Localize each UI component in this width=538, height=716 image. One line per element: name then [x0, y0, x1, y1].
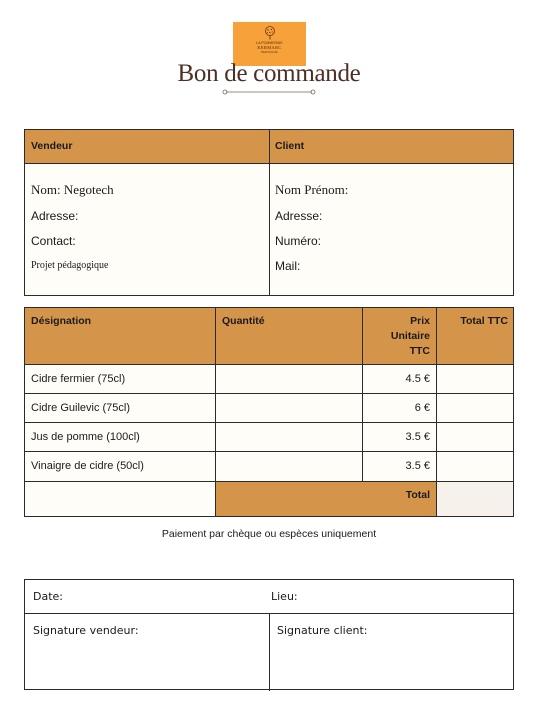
vendor-header: Vendeur [31, 140, 73, 152]
unit-price-header: Prix Unitaire TTC [363, 308, 437, 365]
row-quantity-field[interactable] [216, 452, 363, 482]
total-ttc-header: Total TTC [437, 308, 513, 365]
logo-line-3: BRETAGNE [261, 50, 278, 54]
vendor-address: Adresse: [31, 209, 79, 223]
table-row [25, 452, 216, 482]
apple-tree-icon [263, 26, 277, 40]
row-unit-price: 3.5 € [363, 452, 437, 482]
designation-header: Désignation [25, 308, 216, 365]
row-total-field[interactable] [437, 423, 513, 452]
table-row [25, 394, 216, 423]
table-row [25, 423, 216, 452]
row-quantity-field[interactable] [216, 423, 363, 452]
grand-total-field[interactable] [437, 482, 513, 516]
vendor-signature-field[interactable]: Signature vendeur: [33, 624, 139, 637]
row-unit-price: 4.5 € [363, 365, 437, 394]
products-table [24, 307, 514, 517]
vendor-contact: Contact: [31, 234, 76, 248]
total-label-cell: Total [216, 482, 437, 516]
quantity-header: Quantité [216, 308, 363, 365]
row-designation: Jus de pomme (100cl) [31, 431, 140, 443]
place-field[interactable]: Lieu: [271, 590, 298, 603]
client-mail: Mail: [275, 259, 301, 273]
page-title: Bon de commande [177, 60, 361, 87]
row-designation: Vinaigre de cidre (50cl) [31, 460, 144, 472]
row-designation: Cidre Guilevic (75cl) [31, 402, 131, 414]
vendor-name: Nom: Negotech [31, 182, 114, 197]
client-name: Nom Prénom: [275, 182, 349, 197]
row-quantity-field[interactable] [216, 394, 363, 423]
parties-table [24, 129, 514, 296]
table-row [25, 365, 216, 394]
row-unit-price: 3.5 € [363, 423, 437, 452]
client-header: Client [275, 140, 305, 152]
payment-notice: Paiement par chèque ou espèces uniquement [161, 528, 377, 540]
client-signature-field[interactable]: Signature client: [277, 624, 368, 637]
row-quantity-field[interactable] [216, 365, 363, 394]
row-total-field[interactable] [437, 365, 513, 394]
total-row-empty [25, 482, 216, 516]
logo-line-1: LA POMMERAIE [256, 41, 283, 45]
row-total-field[interactable] [437, 452, 513, 482]
row-designation: Cidre fermier (75cl) [31, 373, 126, 385]
date-field[interactable]: Date: [33, 590, 63, 603]
client-address: Adresse: [275, 209, 323, 223]
row-total-field[interactable] [437, 394, 513, 423]
signature-table [24, 579, 514, 690]
row-unit-price: 6 € [363, 394, 437, 423]
title-divider [222, 89, 316, 95]
client-number: Numéro: [275, 234, 322, 248]
logo-line-2: KERMARC [257, 45, 282, 50]
vendor-note: Projet pédagogique [31, 260, 109, 271]
